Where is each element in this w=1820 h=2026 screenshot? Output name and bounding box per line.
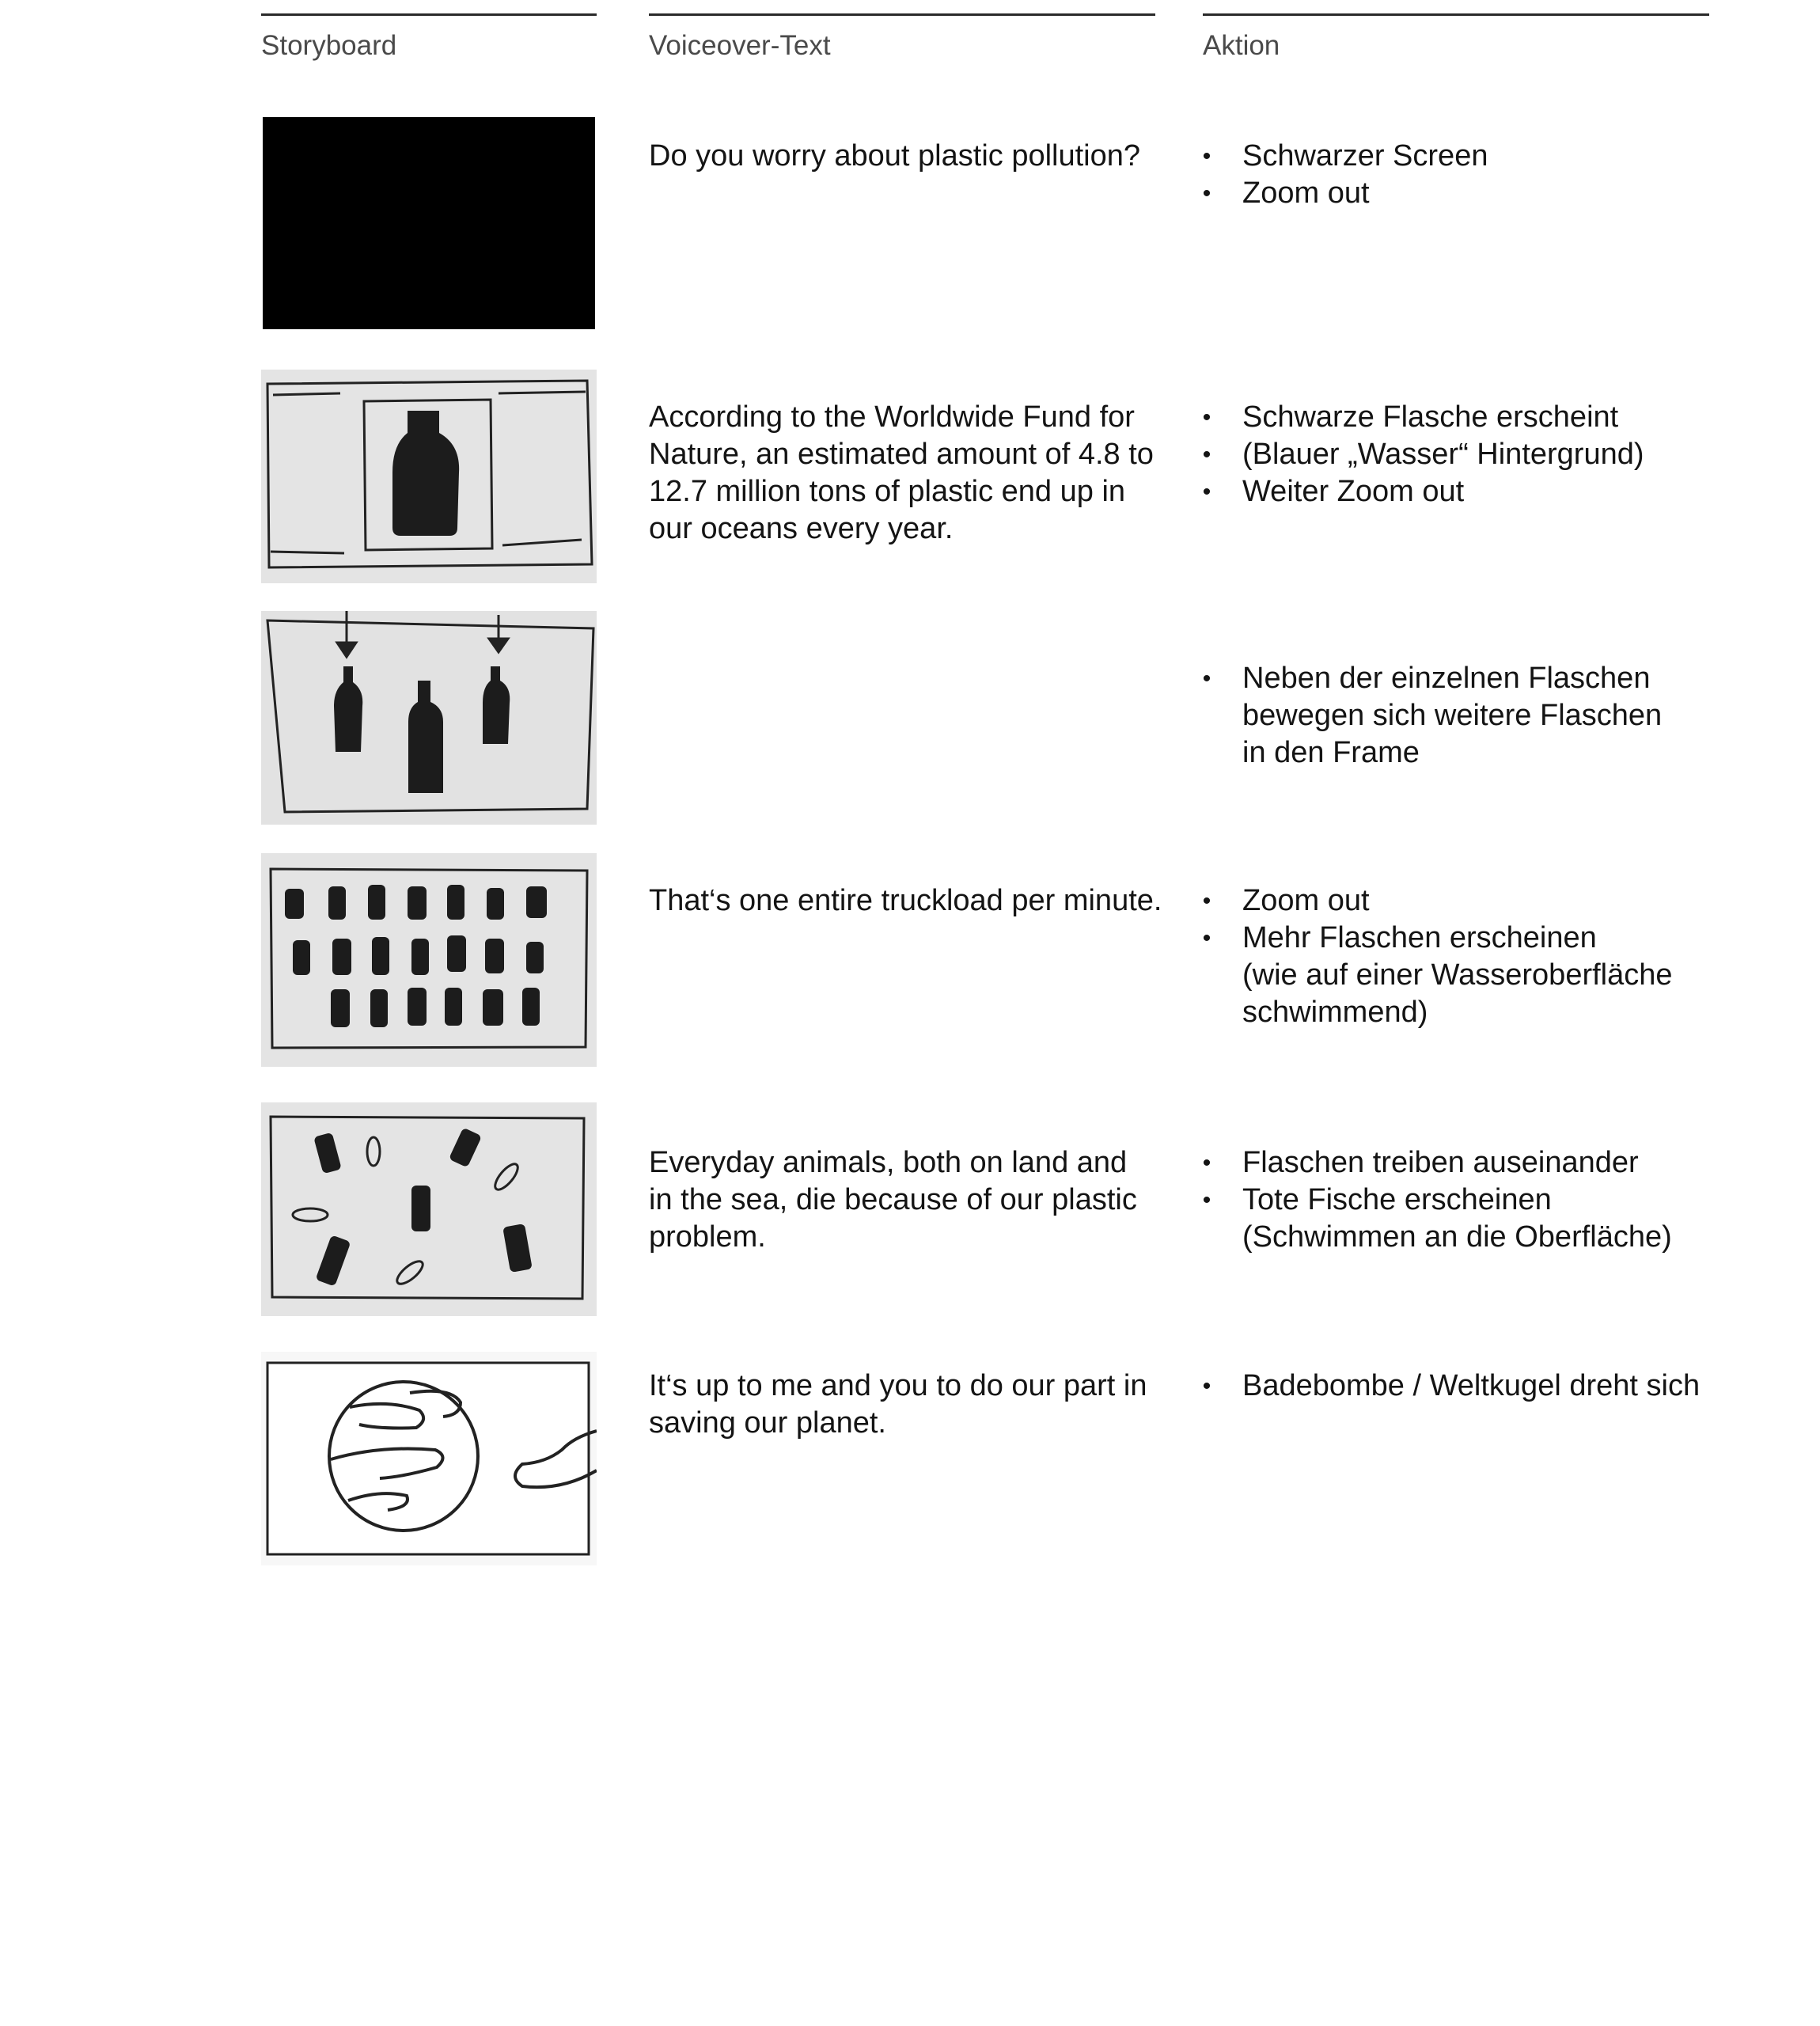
action-item [1199, 660, 1745, 772]
bullet-icon: • [1202, 479, 1211, 505]
header-voiceover-label: Voiceover-Text [649, 30, 831, 61]
action-item [1199, 399, 1745, 436]
bullet-icon: • [1202, 1150, 1211, 1176]
bullet-icon: • [1202, 1187, 1211, 1213]
voiceover-text: That‘s one entire truckload per minute. [649, 884, 1162, 917]
action-item [1199, 436, 1745, 473]
action-item [1199, 1182, 1745, 1256]
bullet-icon: • [1202, 888, 1211, 914]
bullet-icon: • [1202, 666, 1211, 692]
action-item [1199, 473, 1745, 510]
action-text: Schwarzer Screen [1242, 139, 1488, 173]
storyboard-frame-more-bottles [261, 611, 597, 825]
storyboard-frame-many-bottles [261, 853, 597, 1067]
black-screen-image [261, 117, 597, 329]
action-text: Tote Fische erscheinen (Schwimmen an die Oberfläche) [1242, 1183, 1672, 1254]
action-text: Zoom out [1242, 176, 1370, 210]
action-list [1199, 660, 1745, 772]
voiceover-text: It‘s up to me and you to do our part in saving our planet. [649, 1369, 1147, 1440]
action-list [1199, 1368, 1745, 1405]
bottle-sketch-image [261, 370, 597, 583]
bullet-icon: • [1202, 925, 1211, 951]
action-list [1199, 1144, 1745, 1256]
header-action [1203, 13, 1709, 61]
voiceover-text: Everyday animals, both on land and in the sea, die because of our plastic problem. [649, 1146, 1137, 1254]
header-storyboard-label: Storyboard [261, 30, 397, 61]
header-action-label: Aktion [1203, 30, 1280, 61]
voiceover-text: According to the Worldwide Fund for Nature, an estimated amount of 4.8 to 12.7 million tons of plastic end up in our oceans every year. [649, 400, 1154, 545]
action-text: Badebombe / Weltkugel dreht sich [1242, 1369, 1701, 1402]
action-text: Neben der einzelnen Flaschen bewegen sich weitere Flaschen in den Frame [1242, 662, 1663, 769]
action-text: (Blauer „Wasser“ Hintergrund) [1242, 438, 1644, 471]
action-list [1199, 882, 1745, 1031]
floating-bottles-sketch-image [261, 853, 597, 1067]
action-item [1199, 920, 1745, 1031]
header-voiceover [649, 13, 1155, 61]
bullet-icon: • [1202, 180, 1211, 207]
action-text: Schwarze Flasche erscheint [1242, 400, 1619, 434]
action-text: Flaschen treiben auseinander [1242, 1146, 1639, 1179]
action-item [1199, 175, 1745, 212]
bullet-icon: • [1202, 442, 1211, 468]
bullet-icon: • [1202, 404, 1211, 431]
storyboard-frame-globe [261, 1352, 597, 1565]
action-item [1199, 138, 1745, 175]
globe-sketch-image [261, 1352, 597, 1565]
fish-bottles-sketch-image [261, 1102, 597, 1316]
action-item [1199, 1144, 1745, 1182]
action-text: Mehr Flaschen erscheinen (wie auf einer Wasseroberfläche schwimmend) [1242, 921, 1673, 1029]
header-storyboard [261, 13, 597, 61]
voiceover-text: Do you worry about plastic pollution? [649, 139, 1141, 173]
bottles-arrive-sketch-image [261, 611, 597, 825]
action-list [1199, 138, 1745, 212]
storyboard-frame-black-screen [261, 117, 597, 329]
storyboard-frame-dead-fish [261, 1102, 597, 1316]
storyboard-frame-single-bottle [261, 370, 597, 583]
bullet-icon: • [1202, 143, 1211, 169]
action-item [1199, 882, 1745, 920]
bullet-icon: • [1202, 1373, 1211, 1399]
action-list [1199, 399, 1745, 510]
action-text: Zoom out [1242, 884, 1370, 917]
action-text: Weiter Zoom out [1242, 475, 1465, 508]
action-item [1199, 1368, 1745, 1405]
